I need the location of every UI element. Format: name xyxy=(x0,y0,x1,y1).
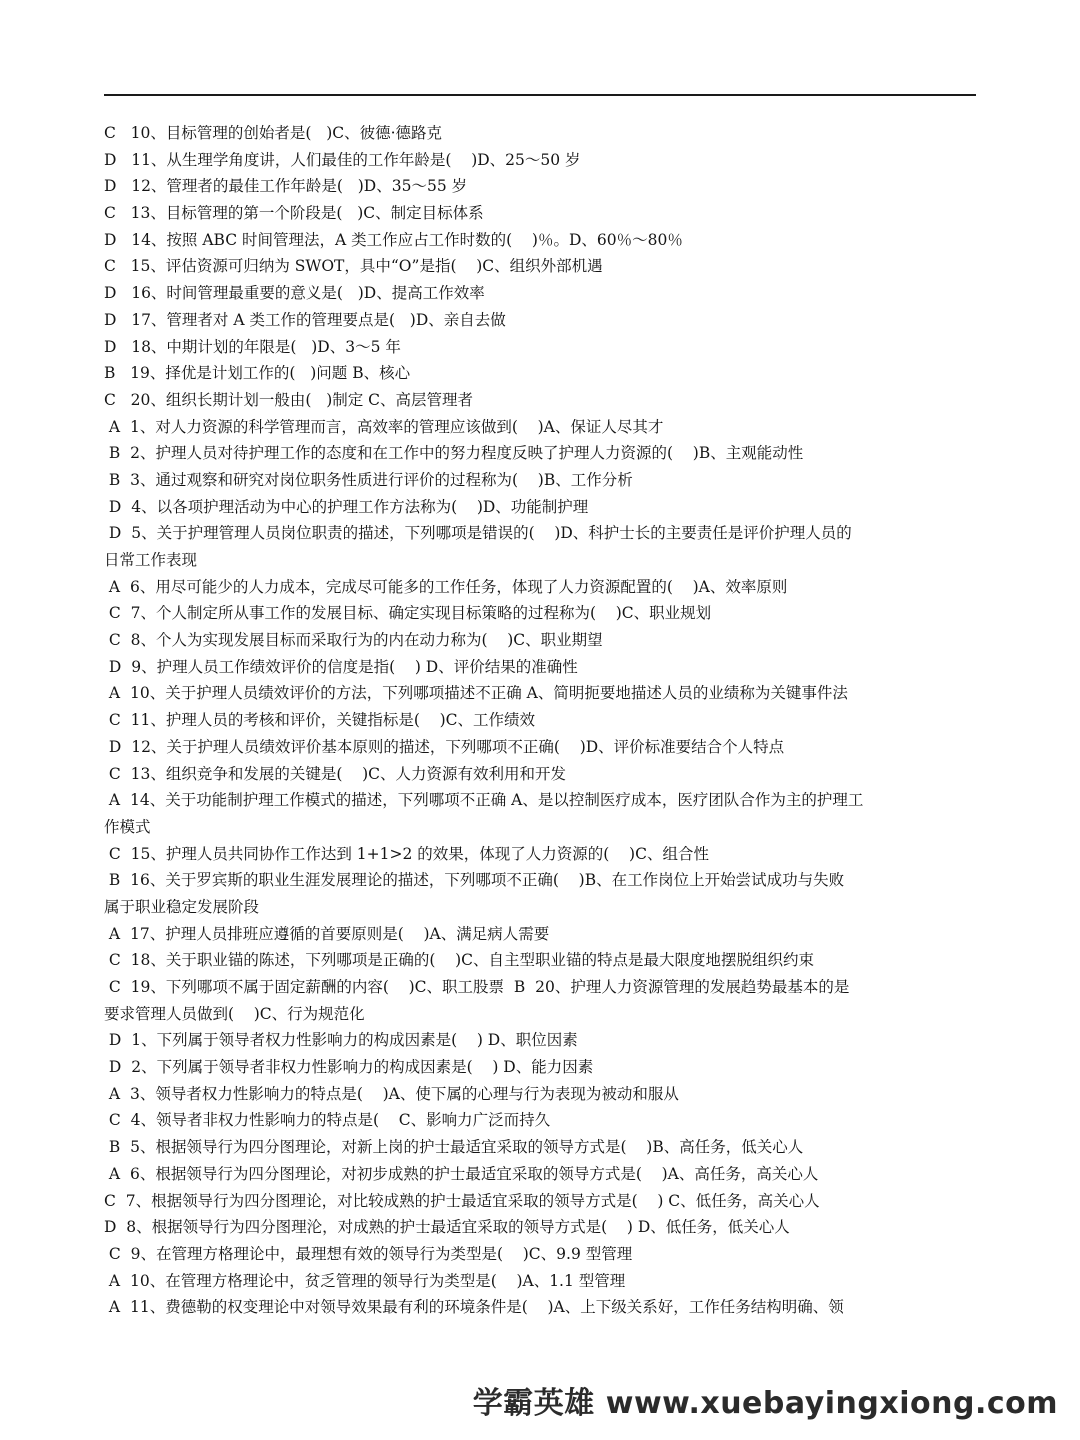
text-line: A 6、根据领导行为四分图理论，对初步成熟的护士最适宜采取的领导方式是( )A、高任务，高关心人 xyxy=(104,1164,819,1183)
text-line: C 13、组织竞争和发展的关键是( )C、人力资源有效利用和开发 xyxy=(104,764,567,783)
text-line: C 7、个人制定所从事工作的发展目标、确定实现目标策略的过程称为( )C、职业规划 xyxy=(104,604,712,623)
text-line: D 14、按照 ABC 时间管理法，A 类工作应占工作时数的( )％。D、60％～80％ xyxy=(104,230,683,249)
text-line: D 12、关于护理人员绩效评价基本原则的描述，下列哪项不正确( )D、评价标准要结合个人特点 xyxy=(104,737,785,756)
text-line: C 11、护理人员的考核和评价，关键指标是( )C、工作绩效 xyxy=(104,711,536,730)
text-line: 要求管理人员做到( )C、行为规范化 xyxy=(104,1004,365,1023)
text-line: D 16、时间管理最重要的意义是( )D、提高工作效率 xyxy=(104,284,485,303)
text-line: C 4、领导者非权力性影响力的特点是( C、影响力广泛而持久 xyxy=(104,1111,551,1130)
text-line: C 18、关于职业锚的陈述，下列哪项是正确的( )C、自主型职业锚的特点是最大限度地摆脱组织约束 xyxy=(104,951,815,970)
text-line: A 17、护理人员排班应遵循的首要原则是( )A、满足病人需要 xyxy=(104,924,550,943)
site-watermark: 学霸英雄 www.xuebayingxiong.com xyxy=(472,1386,1058,1421)
text-line: 属于职业稳定发展阶段 xyxy=(104,897,260,916)
text-line: C 10、目标管理的创始者是( )C、彼德·德路克 xyxy=(104,124,443,142)
text-line: D 4、以各项护理活动为中心的护理工作方法称为( )D、功能制护理 xyxy=(104,497,589,516)
header-rule xyxy=(104,94,976,96)
text-line: D 1、下列属于领导者权力性影响力的构成因素是( ) D、职位因素 xyxy=(104,1031,578,1050)
text-line: B 2、护理人员对待护理工作的态度和在工作中的努力程度反映了护理人力资源的( )B、主观能动性 xyxy=(104,444,804,463)
text-line: C 13、目标管理的第一个阶段是( )C、制定目标体系 xyxy=(104,204,484,223)
text-line: A 1、对人力资源的科学管理而言，高效率的管理应该做到( )A、保证人尽其才 xyxy=(104,417,664,436)
text-line: C 7、根据领导行为四分图理论，对比较成熟的护士最适宜采取的领导方式是( ) C、低任务，高关心人 xyxy=(104,1191,820,1210)
text-line: C 20、组织长期计划一般由( )制定 C、高层管理者 xyxy=(104,390,474,409)
text-line: A 6、用尽可能少的人力成本，完成尽可能多的工作任务，体现了人力资源配置的( )A、效率原则 xyxy=(104,577,788,596)
text-line: C 8、个人为实现发展目标而采取行为的内在动力称为( )C、职业期望 xyxy=(104,631,603,650)
text-line: D 12、管理者的最佳工作年龄是( )D、35～55 岁 xyxy=(104,177,468,196)
text-line: C 19、下列哪项不属于固定薪酬的内容( )C、职工股票 B 20、护理人力资源管理的发展趋势最基本的是 xyxy=(104,978,850,996)
text-line: A 14、关于功能制护理工作模式的描述，下列哪项不正确 A、是以控制医疗成本，医疗团队合作为主的护理工 xyxy=(104,791,864,810)
text-line: D 18、中期计划的年限是( )D、3～5 年 xyxy=(104,337,401,356)
question-list xyxy=(104,120,980,1321)
text-line: C 9、在管理方格理论中，最理想有效的领导行为类型是( )C、9.9 型管理 xyxy=(104,1244,633,1263)
text-line: 作模式 xyxy=(104,817,151,836)
text-line: A 10、在管理方格理论中，贫乏管理的领导行为类型是( )A、1.1 型管理 xyxy=(104,1271,626,1290)
text-line: A 11、费德勒的权变理论中对领导效果最有利的环境条件是( )A、上下级关系好，工作任务结构明确、领 xyxy=(104,1298,844,1317)
text-line: C 15、评估资源可归纳为 SWOT，具中“O”是指( )C、组织外部机遇 xyxy=(104,257,603,276)
text-line: 日常工作表现 xyxy=(104,551,198,569)
text-line: D 11、从生理学角度讲，人们最佳的工作年龄是( )D、25～50 岁 xyxy=(104,150,581,169)
text-line: D 5、关于护理管理人员岗位职责的描述，下列哪项是错误的( )D、科护士长的主要责任是评价护理人员的 xyxy=(104,524,852,543)
text-line: B 3、通过观察和研究对岗位职务性质进行评价的过程称为( )B、工作分析 xyxy=(104,470,633,489)
text-line: B 16、关于罗宾斯的职业生涯发展理论的描述，下列哪项不正确( )B、在工作岗位上开始尝试成功与失败 xyxy=(104,871,845,890)
text-line: D 17、管理者对 A 类工作的管理要点是( )D、亲自去做 xyxy=(104,310,506,329)
text-line: A 3、领导者权力性影响力的特点是( )A、使下属的心理与行为表现为被动和服从 xyxy=(104,1084,679,1103)
text-line: A 10、关于护理人员绩效评价的方法，下列哪项描述不正确 A、简明扼要地描述人员的业绩称为关键事件法 xyxy=(104,684,848,703)
text-line: B 5、根据领导行为四分图理论，对新上岗的护士最适宜采取的领导方式是( )B、高任务，低关心人 xyxy=(104,1138,804,1157)
text-line: D 9、护理人员工作绩效评价的信度是指( ) D、评价结果的准确性 xyxy=(104,657,578,676)
text-line: C 15、护理人员共同协作工作达到 1+1>2 的效果，体现了人力资源的( )C、组合性 xyxy=(104,844,709,863)
text-line: D 8、根据领导行为四分图理沦，对成熟的护士最适宜采取的领导方式是( ) D、低任务，低关心人 xyxy=(104,1218,790,1237)
text-line: D 2、下列属于领导者非权力性影响力的构成因素是( ) D、能力因素 xyxy=(104,1058,594,1077)
text-line: B 19、择优是计划工作的( )问题 B、核心 xyxy=(104,364,411,383)
